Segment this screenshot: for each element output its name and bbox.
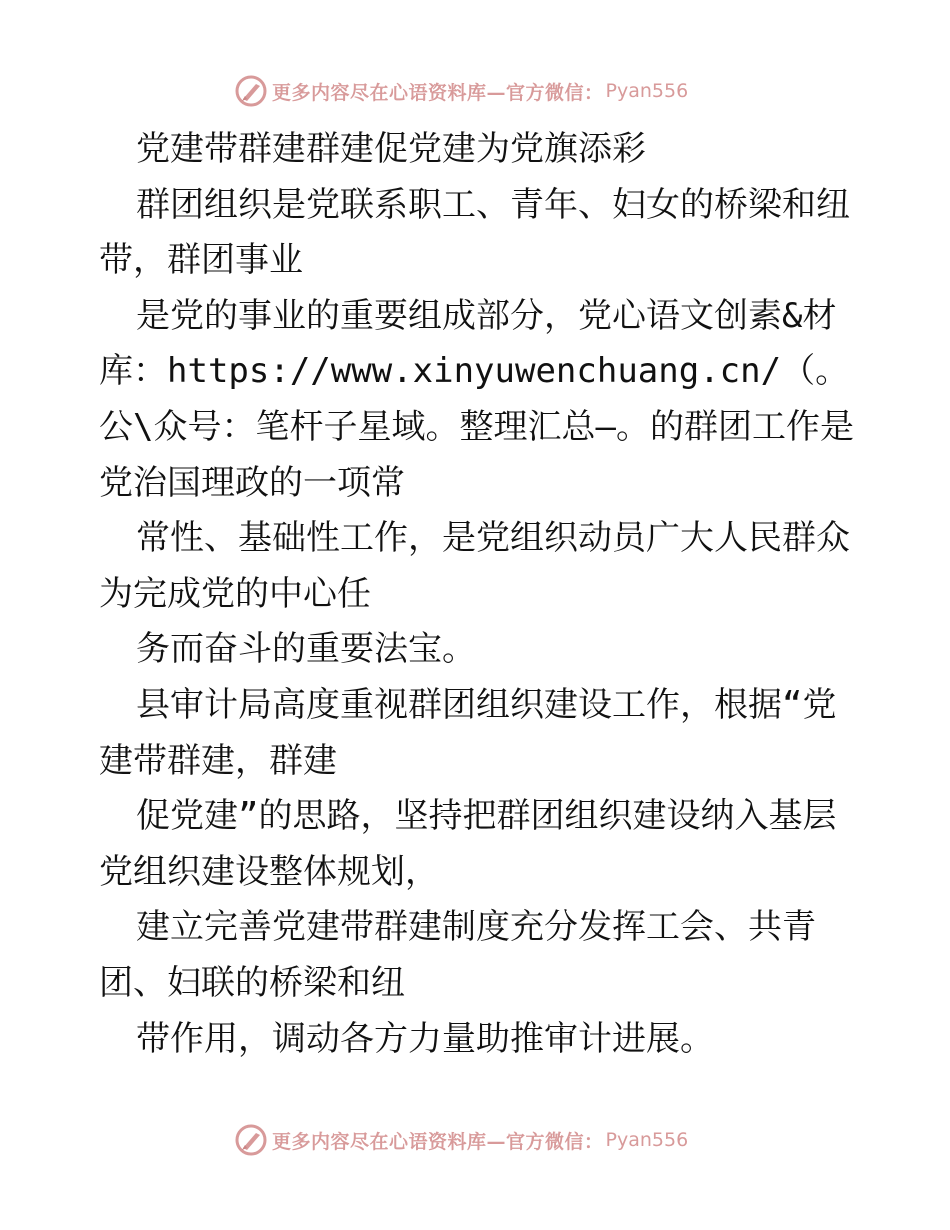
paragraph: 务而奋斗的重要法宝。	[136, 629, 476, 670]
document-title: 党建带群建群建促党建为党旗添彩	[136, 129, 646, 169]
quill-pen-seal-icon	[234, 74, 268, 108]
document-body	[99, 122, 859, 1067]
paragraph: 群团组织是党联系职工、青年、妇女的桥梁和纽带，群团事业	[99, 184, 850, 281]
paragraph: 是党的事业的重要组成部分，党心语文创素&材库：https://www.xinyuwenchuang.cn/（。公\众号：笔杆子星域。整理汇总—。的群团工作是党治国理政的一项常	[99, 295, 854, 503]
paragraph: 带作用，调动各方力量助推审计进展。	[136, 1018, 714, 1059]
watermark-contact: Pyan556	[605, 80, 689, 102]
paragraph: 常性、基础性工作，是党组织动员广大人民群众为完成党的中心任	[99, 518, 850, 614]
footer-watermark	[234, 1121, 688, 1159]
watermark-text: 更多内容尽在心语资料库—官方微信：	[272, 1130, 604, 1153]
quill-pen-seal-icon	[234, 1123, 268, 1157]
paragraph: 建立完善党建带群建制度充分发挥工会、共青团、妇联的桥梁和纽	[99, 907, 816, 1003]
paragraph: 县审计局高度重视群团组织建设工作，根据“党建带群建，群建	[99, 684, 837, 781]
watermark-text: 更多内容尽在心语资料库—官方微信：	[272, 81, 604, 104]
watermark-contact: Pyan556	[605, 1129, 689, 1151]
paragraph: 促党建”的思路，坚持把群团组织建设纳入基层党组织建设整体规划，	[99, 796, 837, 892]
header-watermark	[234, 72, 688, 110]
